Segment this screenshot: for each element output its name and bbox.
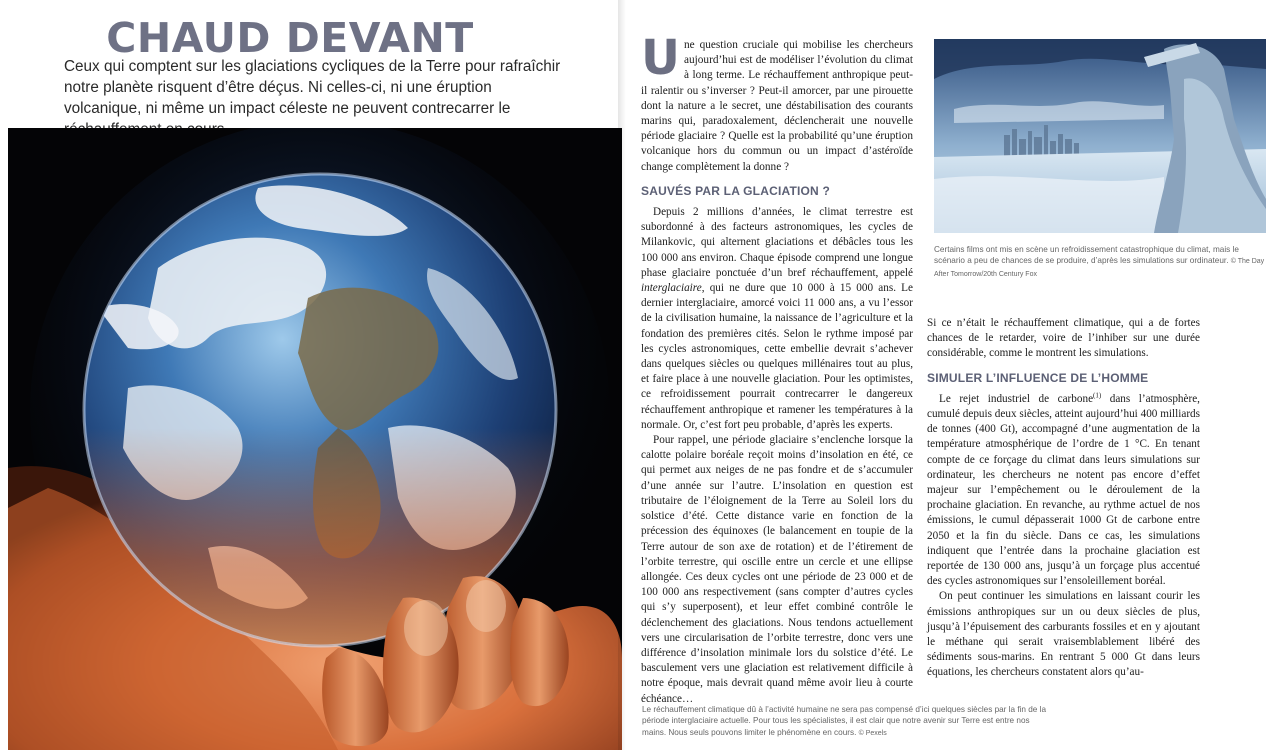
- section-heading-simulation: SIMULER L’INFLUENCE DE L’HOMME: [927, 370, 1149, 385]
- photo-credit: © The Day After Tomorrow/20th Century Fox: [934, 258, 1265, 278]
- movie-caption: [934, 244, 1266, 280]
- body-paragraph: [927, 392, 1200, 590]
- article-lead: Ceux qui comptent sur les glaciations cycliques de la Terre pour rafraîchir notre planète risquent d’être déçus. Ni celles-ci, ni une éruption volcanique, ni même un impact céleste ne peuvent contrecarrer le: [64, 58, 561, 117]
- body-paragraph: On peut continuer les simulations en laissant courir les émissions anthropiques sur un ou deux siècles de plus, jusqu’à l’épuisement des carburants fossiles et en y ajoutant le méthane qui serait vraisemblablement libéré des sédiments sous-marins. En rentrant 5 000 Gt dans leurs équations, les chercheurs constatent alors qu’au-: [927, 590, 1200, 679]
- text-column-2: [927, 316, 1200, 681]
- movie-still-photo: [934, 39, 1266, 233]
- intro-paragraph: [641, 30, 913, 175]
- intro-text: ne question cruciale qui mobilise les chercheurs aujourd’hui est de modéliser l’évolution du climat à long terme. Le réchauffement anthropique peut-il ralentir ou s’inverser ? Peut-il amorcer, par une pirouette dont la nature a le secret, une déstabilisation des courants marins qui, paradoxalement, déclencherait une nouvelle période glaciaire ? Quelle est la probabilité qu’une éruption volcanique hors du commun ou un impact d’astéroïde change complètement la donne ?: [641, 39, 913, 173]
- body-text: dans l’atmosphère, cumulé depuis deux siècles, atteint aujourd’hui 400 milliards de tonnes (400 Gt), accompagné d’une augmentation de la température atmosphérique de l’ordre de 1 °C. En tenant compte de ce forçage du climat dans leurs simulations sur ordinateur, les chercheurs ne notent pas encore d’effet majeur sur l’empêchement ou le déroulement de la prochaine glaciation. En revanche, au rythme actuel de nos émissions, le cumul dépasserait 1000 Gt de carbone entre 2050 et la fin du siècle. Dans ce cas, les simulations indiquent que l’entrée dans la prochaine glaciation est reportée de 130 000 ans, jusqu’à un forçage plus accentué des cycles astronomiques sur l’ensoleillement boréal.: [927, 392, 1200, 588]
- body-text: , qui ne dure que 10 000 à 15 000 ans. Le dernier interglaciaire, amorcé voici 11 000 ans, a vu l’essor de la civilisation humaine, la naissance de l’agriculture et la fondation des premières cités. Selon le rythme imposé par les cycles astronomiques, cette embellie devrait s’achever dans quelques siècles ou quelques millénaires tout au plus, et faire place à une nouvelle glaciation. Pour les optimistes, ce refroidissement pourrait contrecarrer le dangereux réchauffement anthropique et ramener les températures à la normale. Or, c’est fort peu probable, d’après les experts.: [641, 282, 913, 431]
- globe-illustration: [8, 128, 622, 750]
- globe-in-hand-photo: [8, 128, 622, 750]
- article-title: CHAUD DEVANT: [106, 14, 474, 62]
- body-paragraph: [641, 205, 913, 433]
- body-paragraph: Pour rappel, une période glaciaire s’enclenche lorsque la calotte polaire boréale reçoit moins d’insolation en été, ce qui permet aux neiges de ne pas fondre et de s’accumuler d’une année sur l’autre. L’insolation en question est tributaire de l’éloignement de la Terre au Soleil lors du solstice d’été. Cette distance varie en fonction de la précession des équinoxes (le balancement en toupie de la Terre autour de son axe de rotation) et de l’étirement de l’orbite terrestre, qui oscille entre un cercle et une ellipse allongée. Ces deux cycles ont une période de 23 000 et de 100 000 ans respectivement (sans compter d’autres cycles qui s’y superposent), et leur effet combiné contrôle le déclenchement des glaciations. Nous tendons actuellement vers une circularisation de l’orbite terrestre, donc vers une différence d’insolation minimale lors du solstice d’été. Le basculement vers une glaciation est relativement difficile à notre époque, mais devrait quand même avoir lieu à courte échéance…: [641, 434, 913, 705]
- page-gutter: [618, 0, 626, 750]
- footnote-marker: (1): [1093, 391, 1102, 400]
- section-heading-glaciation: SAUVÉS PAR LA GLACIATION ?: [641, 183, 830, 198]
- globe-caption: [642, 704, 1052, 739]
- drop-cap: U: [641, 30, 680, 86]
- continued-paragraph: Si ce n’était le réchauffement climatique, qui a de fortes chances de le retarder, voire de l’inhiber sur une durée considérable, comme le montrent les simulations.: [927, 317, 1200, 360]
- caption-text: Le réchauffement climatique dû à l’activité humaine ne sera pas compensé d’ici quelques siècles par la fin de la période interglaciaire actuelle. Pour tous les spécialistes, il est clair que notre avenir sur Terre est entre nos mains. Nous seuls pouvons limiter le phénomène en cours.: [642, 705, 1046, 737]
- left-page: [0, 0, 622, 750]
- text-column-1: [641, 30, 913, 707]
- body-text: Depuis 2 millions d’années, le climat terrestre est subordonné à des facteurs astronomiques, les cycles de Milankovic, qui alternent glaciations et débâcles tous les 100 000 ans environ. Chaque épisode comprend une longue phase glaciaire ponctuée d’un bref réchauffement, appelé: [641, 206, 913, 279]
- caption-text: Certains films ont mis en scène un refroidissement catastrophique du climat, mais le scénario a peu de chances de se produire, d’après les simulations sur ordinateur.: [934, 245, 1239, 266]
- photo-credit: © Pexels: [858, 729, 887, 737]
- frozen-city-illustration: [934, 39, 1266, 233]
- italic-term: interglaciaire: [641, 282, 702, 295]
- body-text: Le rejet industriel de carbone: [939, 392, 1094, 405]
